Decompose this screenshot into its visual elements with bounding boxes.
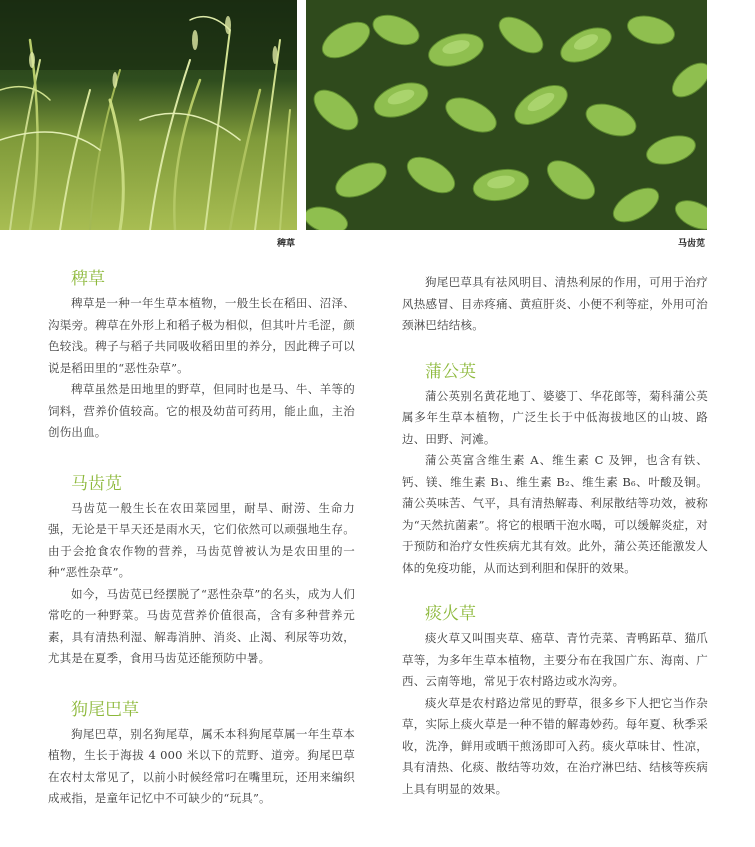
section-barnyard-grass xyxy=(48,268,355,444)
paragraph: 稗草虽然是田地里的野草，但同时也是马、牛、羊等的饲料，营养价值较高。它的根及幼苗可药用，能止血，主治创伤出血。 xyxy=(48,382,355,439)
section-title: 蒲公英 xyxy=(425,361,476,382)
section-foxtail xyxy=(48,699,355,810)
paragraph: 痰火草又叫围夹草、癌草、青竹壳菜、青鸭跖草、猫爪草等，为多年生草本植物，主要分布在我国广东、海南、广西、云南等地，常见于农村路边或水沟旁。 xyxy=(402,631,708,688)
section-purslane xyxy=(48,473,355,670)
section-dandelion xyxy=(402,361,708,580)
paragraph: 蒲公英别名黄花地丁、婆婆丁、华花郎等，菊科蒲公英属多年生草本植物，广泛生长于中低海拔地区的山坡、路边、田野、河滩。 xyxy=(402,388,708,446)
right-text-column xyxy=(402,272,708,800)
paragraph: 狗尾巴草具有祛风明目、清热利尿的作用，可用于治疗风热感冒、目赤疼痛、黄疸肝炎、小便不利等症，外用可治颈淋巴结结核。 xyxy=(402,275,708,332)
section-title: 马齿苋 xyxy=(71,473,122,494)
right-photo-caption: 马齿苋 xyxy=(678,239,706,249)
paragraph: 蒲公英富含维生素 A、维生素 C 及钾，也含有铁、钙、镁、维生素 B₁、维生素 B₂、维生素 B₆、叶酸及铜。蒲公英味苦、气平，具有清热解毒、利尿散结等功效，被称为“天然抗菌素”。将它的根晒干泡水喝，可以缓解炎症，对于预防和治疗女性疾病尤其有效。此外，蒲公英还能激发人体的免疫功能，从而达到利胆和保肝的效果。 xyxy=(402,453,708,575)
section-title: 痰火草 xyxy=(425,604,476,624)
purslane-photo xyxy=(306,0,707,230)
paragraph: 狗尾巴草，别名狗尾草，属禾本科狗尾草属一年生草本植物，生长于海拔 4 000 米以下的荒野、道旁。狗尾巴草在农村太常见了，以前小时候经常叼在嘴里玩，还用来编织成戒指，是童年记忆中不可缺少的“玩具”。 xyxy=(48,726,355,805)
section-foxtail-continued xyxy=(402,272,708,337)
section-title: 稗草 xyxy=(71,269,105,289)
left-photo-caption: 稗草 xyxy=(277,239,296,249)
barnyard-grass-photo xyxy=(0,0,297,230)
paragraph: 稗草是一种一年生草本植物，一般生长在稻田、沼泽、沟渠旁。稗草在外形上和稻子极为相似，但其叶片毛涩，颜色较浅。稗子与稻子共同吸收稻田里的养分，因此稗子可以说是稻田里的“恶性杂草”。 xyxy=(48,296,355,375)
paragraph: 痰火草是农村路边常见的野草，很多乡下人把它当作杂草，实际上痰火草是一种不错的解毒妙药。每年夏、秋季采收，洗净，鲜用或晒干煎汤即可入药。痰火草味甘、性凉，具有清热、化痰、散结等功效，在治疗淋巴结、结核等疾病上具有明显的效果。 xyxy=(402,695,708,796)
left-text-column xyxy=(48,268,355,810)
section-tanhuo-grass xyxy=(402,603,708,800)
section-title: 狗尾巴草 xyxy=(71,699,139,720)
paragraph: 如今，马齿苋已经摆脱了“恶性杂草”的名头，成为人们常吃的一种野菜。马齿苋营养价值很高，含有多种营养元素，具有清热利湿、解毒消肿、消炎、止渴、利尿等功效，尤其是在夏季，食用马齿苋还能预防中暑。 xyxy=(48,586,355,665)
paragraph: 马齿苋一般生长在农田菜园里，耐旱、耐涝、生命力强，无论是干旱天还是雨水天，它们依然可以顽强地生存。由于会抢食农作物的营养，马齿苋曾被认为是农田里的一种“恶性杂草”。 xyxy=(48,500,355,579)
